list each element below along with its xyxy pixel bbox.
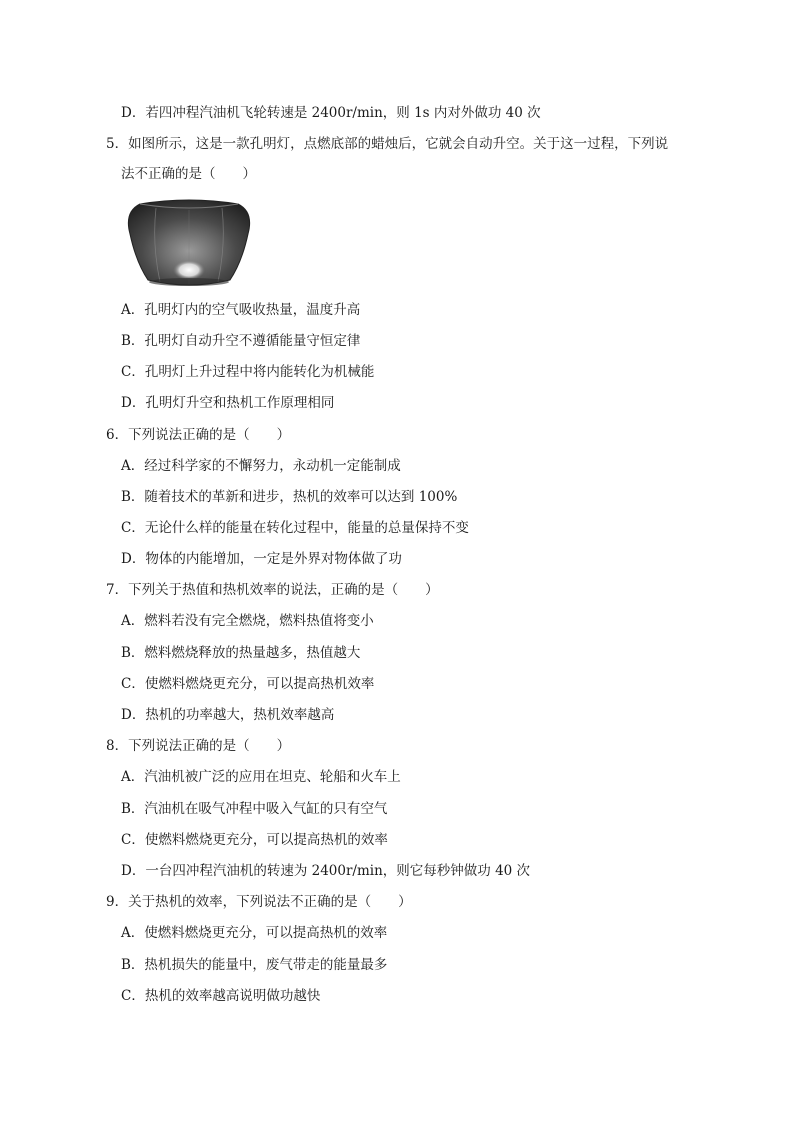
q7-option-b: B．燃料燃烧释放的热量越多，热值越大 [121,645,361,661]
q9-option-b: B．热机损失的能量中，废气带走的能量最多 [121,957,388,973]
q9-stem: 9．关于热机的效率，下列说法不正确的是（ ） [106,894,412,910]
q7-option-a: A．燃料若没有完全燃烧，燃料热值将变小 [121,613,374,629]
q8-option-a: A．汽油机被广泛的应用在坦克、轮船和火车上 [121,769,401,785]
sky-lantern-image [126,198,252,288]
q9-option-a: A．使燃料燃烧更充分，可以提高热机的效率 [121,925,388,941]
q5-stem-line1: 5．如图所示，这是一款孔明灯，点燃底部的蜡烛后，它就会自动升空。关于这一过程，下列说 [106,136,669,152]
q5-option-d: D．孔明灯升空和热机工作原理相同 [121,395,335,411]
q9-option-c: C．热机的效率越高说明做功越快 [121,988,321,1004]
q5-option-a: A．孔明灯内的空气吸收热量，温度升高 [121,302,361,318]
q7-option-d: D．热机的功率越大，热机效率越高 [121,707,335,723]
q4-option-d: D．若四冲程汽油机飞轮转速是 2400r/min，则 1s 内对外做功 40 次 [121,105,541,121]
q6-option-d: D．物体的内能增加，一定是外界对物体做了功 [121,551,402,567]
q6-stem: 6．下列说法正确的是（ ） [106,427,291,443]
q8-stem: 8．下列说法正确的是（ ） [106,738,291,754]
q8-option-c: C．使燃料燃烧更充分，可以提高热机的效率 [121,832,388,848]
q7-stem: 7．下列关于热值和热机效率的说法，正确的是（ ） [106,582,439,598]
q6-option-b: B．随着技术的革新和进步，热机的效率可以达到 100% [121,489,458,505]
q7-option-c: C．使燃料燃烧更充分，可以提高热机效率 [121,676,375,692]
q6-option-c: C．无论什么样的能量在转化过程中，能量的总量保持不变 [121,520,469,536]
q5-stem-line2: 法不正确的是（ ） [121,166,256,182]
q6-option-a: A．经过科学家的不懈努力，永动机一定能制成 [121,458,401,474]
q5-option-c: C．孔明灯上升过程中将内能转化为机械能 [121,364,375,380]
q8-option-b: B．汽油机在吸气冲程中吸入气缸的只有空气 [121,801,388,817]
q5-option-b: B．孔明灯自动升空不遵循能量守恒定律 [121,333,361,349]
q8-option-d: D．一台四冲程汽油机的转速为 2400r/min，则它每秒钟做功 40 次 [121,863,531,879]
